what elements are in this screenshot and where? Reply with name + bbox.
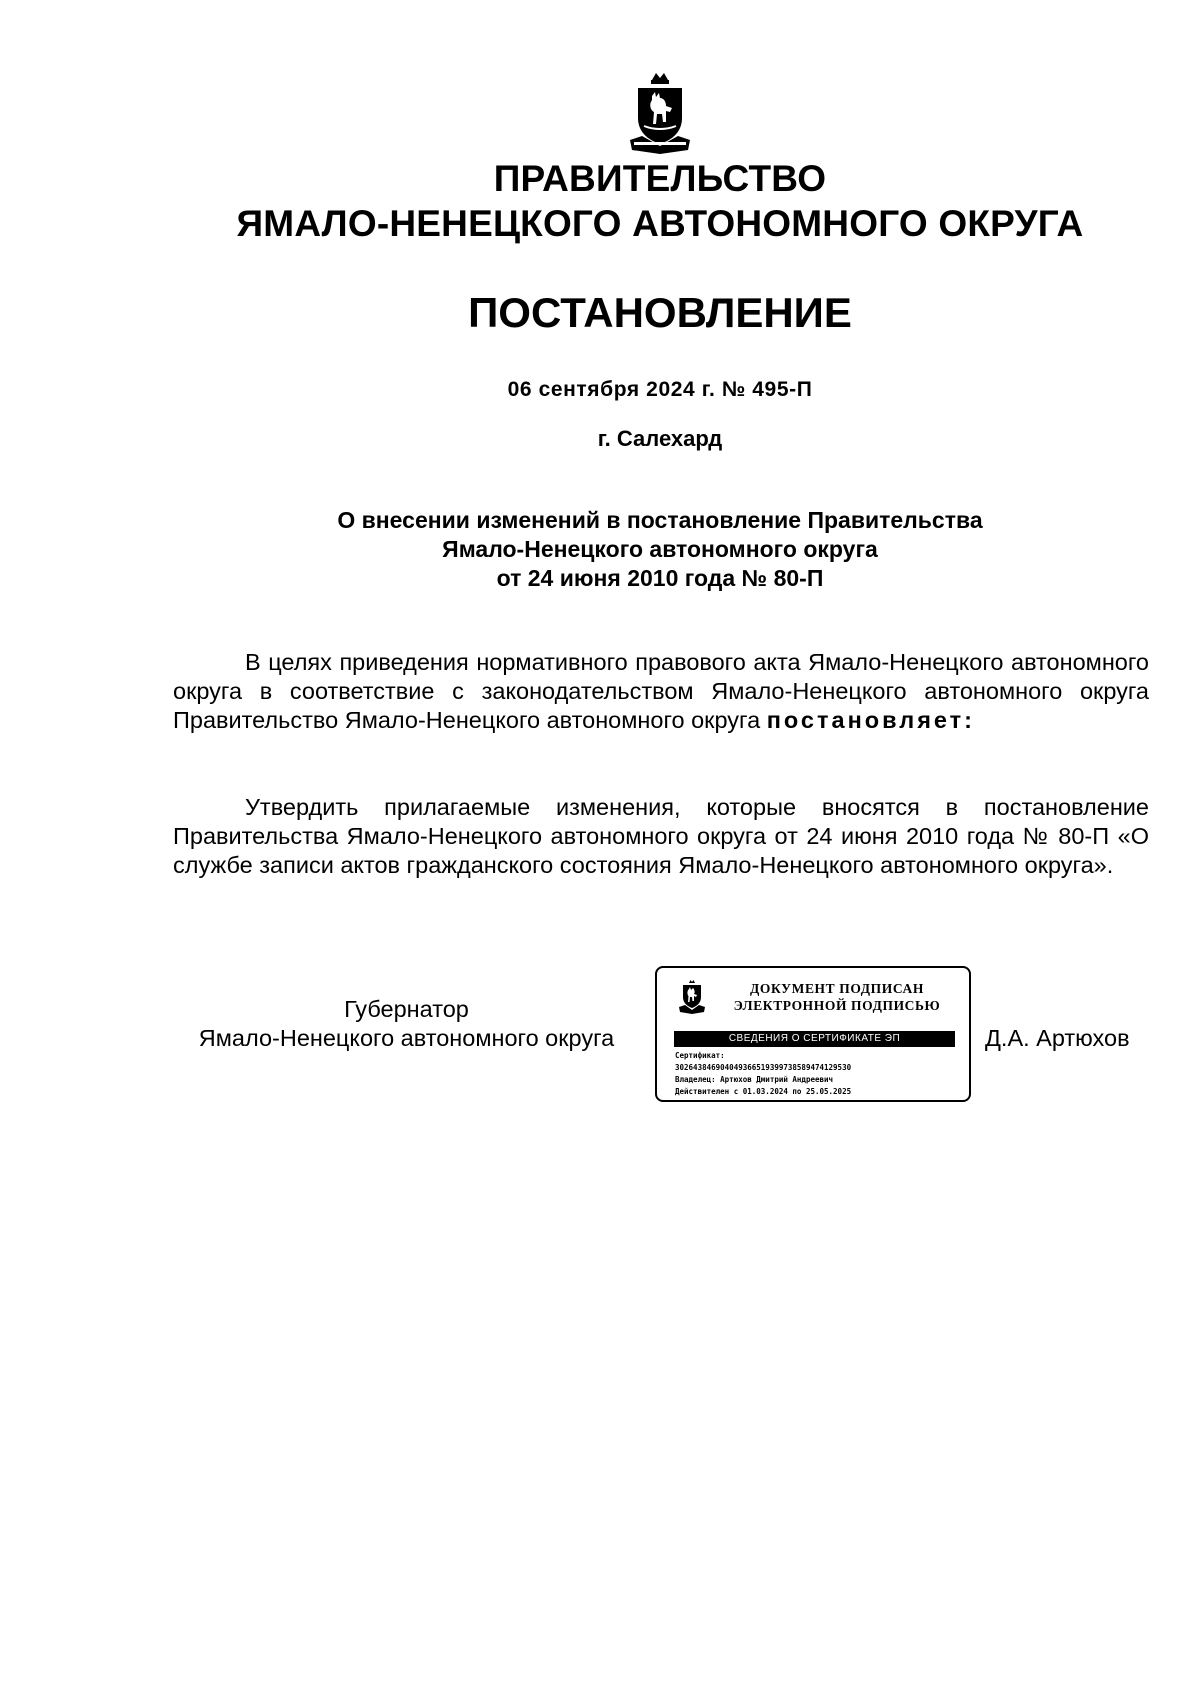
signatory-position [173,995,640,1053]
stamp-cert-label: Сертификат: [675,1051,725,1060]
signatory-name: Д.А. Артюхов [985,1025,1130,1051]
date-and-number: 06 сентября 2024 г. № 495-П [507,378,813,401]
yanao-coat-of-arms-small-icon [677,979,707,1015]
stamp-validity: Действителен с 01.03.2024 по 25.05.2025 [675,1087,852,1096]
place-of-issue: г. Салехард [597,426,723,451]
e-signature-stamp [655,966,971,1102]
org-name-line1: ПРАВИТЕЛЬСТВО [493,158,827,199]
yanao-coat-of-arms-icon [622,70,698,156]
subject-line2: Ямало-Ненецкого автономного округа [442,536,878,562]
preamble-paragraph [173,648,1149,735]
stamp-title-line1: ДОКУМЕНТ ПОДПИСАН [750,981,924,996]
operative-paragraph: Утвердить прилагаемые изменения, которые вносятся в постановление Правительства Ямало-Ненецкого автономного округа от 24 июня 2010 года № 80-П «О службе записи актов гражданского состояния Ямало-Ненецкого автономного округа». [173,794,1149,878]
document-subject [0,506,1200,593]
stamp-cert-number: 3026438469040493665193997385894741295З0 [675,1063,852,1072]
stamp-title-line2: ЭЛЕКТРОННОЙ ПОДПИСЬЮ [733,998,941,1013]
preamble-text: В целях приведения нормативного правового акта Ямало-Ненецкого автономного округа в соответствие с законодательством Ямало-Ненецкого автономного округа Правительство Ямало-Ненецкого автономного округа [173,649,1149,733]
decree-word: постановляет: [766,707,975,733]
org-name-line2: ЯМАЛО-НЕНЕЦКОГО АВТОНОМНОГО ОКРУГА [236,203,1084,244]
stamp-title [717,980,957,1014]
document-type: ПОСТАНОВЛЕНИЕ [468,289,852,336]
subject-line1: О внесении изменений в постановление Правительства [337,507,983,533]
subject-line3: от 24 июня 2010 года № 80-П [496,565,824,591]
stamp-owner: Владелец: Артюхов Дмитрий Андреевич [675,1075,834,1084]
stamp-certificate-bar: СВЕДЕНИЯ О СЕРТИФИКАТЕ ЭП [674,1031,955,1047]
signatory-position-line1: Губернатор [344,996,469,1022]
signatory-position-line2: Ямало-Ненецкого автономного округа [198,1025,615,1051]
stamp-certificate-details [675,1050,965,1098]
